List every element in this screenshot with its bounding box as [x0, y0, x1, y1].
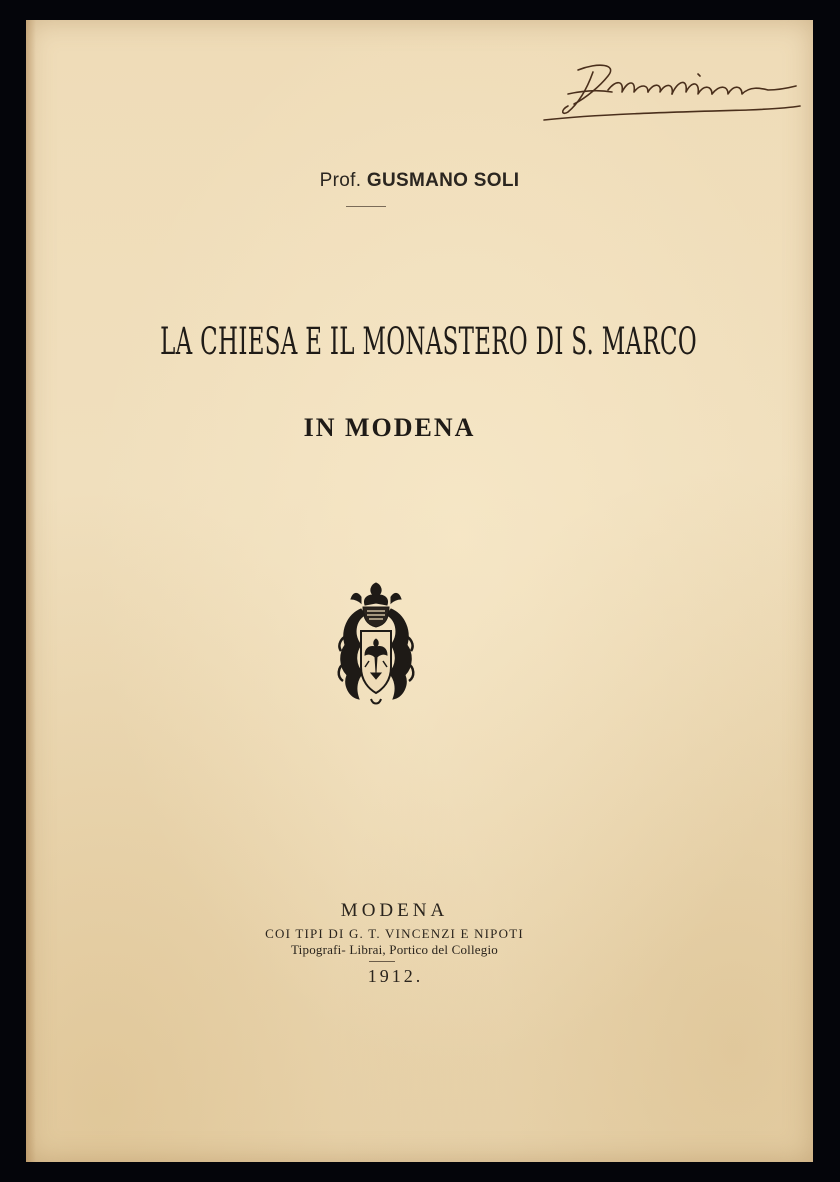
author-prefix: Prof. [319, 170, 362, 191]
book-title: LA CHIESA E IL MONASTERO DI S. MARCO [160, 320, 697, 363]
coat-of-arms-eagle-icon [331, 575, 421, 710]
book-subtitle: IN MODENA [303, 413, 476, 442]
publisher-divider [369, 961, 395, 962]
author-name: GUSMANO SOLI [366, 170, 520, 191]
author-line [26, 170, 813, 192]
handwritten-signature-icon [538, 50, 808, 130]
publisher-address: Tipografi- Librai, Portico del Collegio [291, 942, 498, 957]
publisher-city: MODENA [340, 900, 449, 921]
author-divider [346, 206, 386, 207]
publisher-name: COI TIPI DI G. T. VINCENZI E NIPOTI [265, 926, 524, 941]
publication-year: 1912. [367, 966, 424, 986]
title-page [26, 20, 813, 1162]
